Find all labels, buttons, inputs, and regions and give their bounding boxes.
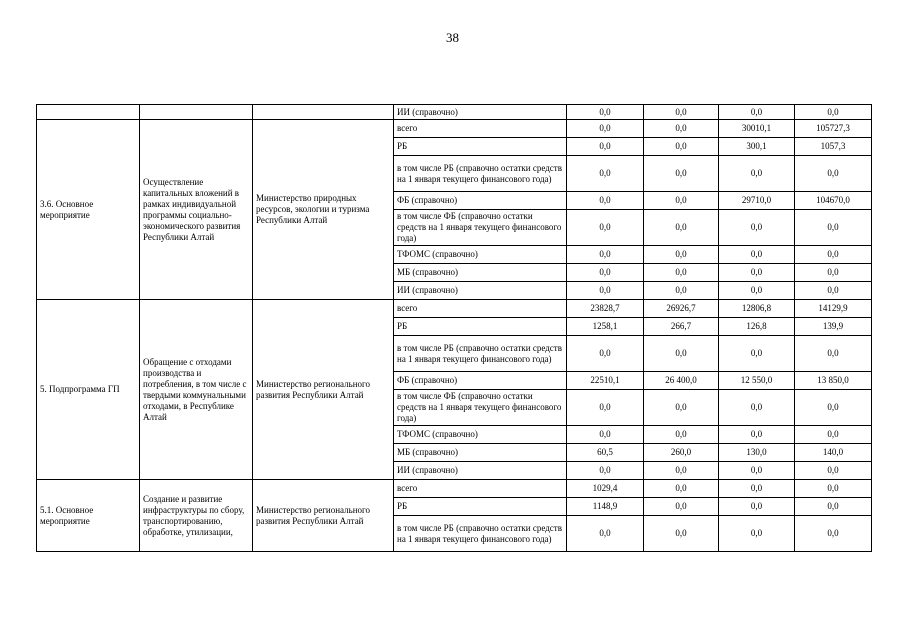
source-cell: в том числе ФБ (справочно остатки средств на 1 января текущего финансового года) xyxy=(394,390,567,426)
value-cell: 0,0 xyxy=(567,156,644,192)
value-cell: 0,0 xyxy=(567,336,644,372)
value-cell: 0,0 xyxy=(644,210,719,246)
source-cell: МБ (справочно) xyxy=(394,264,567,282)
value-cell: 266,7 xyxy=(644,318,719,336)
value-cell: 60,5 xyxy=(567,444,644,462)
value-cell: 0,0 xyxy=(795,282,872,300)
value-cell: 0,0 xyxy=(795,156,872,192)
value-cell: 0,0 xyxy=(795,105,872,120)
source-cell: ТФОМС (справочно) xyxy=(394,426,567,444)
value-cell: 0,0 xyxy=(567,462,644,480)
funding-table xyxy=(36,104,872,552)
value-cell: 0,0 xyxy=(644,426,719,444)
name-cell xyxy=(140,105,253,120)
value-cell: 105727,3 xyxy=(795,120,872,138)
value-cell: 13 850,0 xyxy=(795,372,872,390)
value-cell: 0,0 xyxy=(644,498,719,516)
value-cell: 0,0 xyxy=(795,246,872,264)
value-cell: 0,0 xyxy=(644,192,719,210)
value-cell: 22510,1 xyxy=(567,372,644,390)
value-cell: 0,0 xyxy=(795,426,872,444)
value-cell: 0,0 xyxy=(644,264,719,282)
value-cell: 0,0 xyxy=(644,156,719,192)
value-cell: 0,0 xyxy=(567,246,644,264)
source-cell: РБ xyxy=(394,318,567,336)
table-row xyxy=(37,120,872,138)
value-cell: 0,0 xyxy=(795,264,872,282)
value-cell: 0,0 xyxy=(719,390,795,426)
name-cell: Осуществление капитальных вложений в рамках индивидуальной программы социально-экономического развития Республики Алтай xyxy=(140,120,253,300)
value-cell: 0,0 xyxy=(567,282,644,300)
value-cell: 1258,1 xyxy=(567,318,644,336)
value-cell: 0,0 xyxy=(644,516,719,552)
value-cell: 12806,8 xyxy=(719,300,795,318)
value-cell: 0,0 xyxy=(719,210,795,246)
value-cell: 0,0 xyxy=(644,390,719,426)
value-cell: 0,0 xyxy=(795,336,872,372)
value-cell: 0,0 xyxy=(795,498,872,516)
source-cell: всего xyxy=(394,300,567,318)
value-cell: 0,0 xyxy=(644,282,719,300)
value-cell: 1057,3 xyxy=(795,138,872,156)
value-cell: 0,0 xyxy=(567,105,644,120)
value-cell: 0,0 xyxy=(719,498,795,516)
value-cell: 0,0 xyxy=(644,336,719,372)
value-cell: 1029,4 xyxy=(567,480,644,498)
code-cell: 3.6. Основное мероприятие xyxy=(37,120,140,300)
value-cell: 0,0 xyxy=(567,120,644,138)
value-cell: 30010,1 xyxy=(719,120,795,138)
source-cell: РБ xyxy=(394,498,567,516)
source-cell: ФБ (справочно) xyxy=(394,192,567,210)
value-cell: 0,0 xyxy=(795,390,872,426)
source-cell: ИИ (справочно) xyxy=(394,462,567,480)
value-cell: 0,0 xyxy=(719,480,795,498)
value-cell: 0,0 xyxy=(795,210,872,246)
source-cell: ИИ (справочно) xyxy=(394,282,567,300)
value-cell: 0,0 xyxy=(719,264,795,282)
org-cell: Министерство регионального развития Республики Алтай xyxy=(253,300,394,480)
value-cell: 26 400,0 xyxy=(644,372,719,390)
value-cell: 0,0 xyxy=(795,480,872,498)
value-cell: 0,0 xyxy=(719,246,795,264)
source-cell: в том числе ФБ (справочно остатки средств на 1 января текущего финансового года) xyxy=(394,210,567,246)
value-cell: 0,0 xyxy=(644,480,719,498)
source-cell: РБ xyxy=(394,138,567,156)
org-cell xyxy=(253,105,394,120)
value-cell: 130,0 xyxy=(719,444,795,462)
value-cell: 0,0 xyxy=(644,246,719,264)
table-row xyxy=(37,480,872,498)
org-cell: Министерство природных ресурсов, экологии и туризма Республики Алтай xyxy=(253,120,394,300)
source-cell: ИИ (справочно) xyxy=(394,105,567,120)
source-cell: всего xyxy=(394,120,567,138)
value-cell: 0,0 xyxy=(567,138,644,156)
value-cell: 0,0 xyxy=(719,336,795,372)
org-cell: Министерство регионального развития Республики Алтай xyxy=(253,480,394,552)
value-cell: 0,0 xyxy=(644,138,719,156)
source-cell: в том числе РБ (справочно остатки средств на 1 января текущего финансового года) xyxy=(394,156,567,192)
source-cell: всего xyxy=(394,480,567,498)
value-cell: 0,0 xyxy=(567,192,644,210)
table-row xyxy=(37,300,872,318)
source-cell: ФБ (справочно) xyxy=(394,372,567,390)
value-cell: 23828,7 xyxy=(567,300,644,318)
value-cell: 1148,9 xyxy=(567,498,644,516)
value-cell: 0,0 xyxy=(567,264,644,282)
value-cell: 104670,0 xyxy=(795,192,872,210)
name-cell: Обращение с отходами производства и потребления, в том числе с твердыми коммунальными отходами, в Республике Алтай xyxy=(140,300,253,480)
value-cell: 0,0 xyxy=(719,156,795,192)
value-cell: 126,8 xyxy=(719,318,795,336)
value-cell: 12 550,0 xyxy=(719,372,795,390)
code-cell: 5.1. Основное мероприятие xyxy=(37,480,140,552)
source-cell: МБ (справочно) xyxy=(394,444,567,462)
value-cell: 0,0 xyxy=(567,210,644,246)
value-cell: 0,0 xyxy=(719,462,795,480)
page-number: 38 xyxy=(446,30,459,45)
code-cell: 5. Подпрограмма ГП xyxy=(37,300,140,480)
value-cell: 0,0 xyxy=(719,426,795,444)
value-cell: 26926,7 xyxy=(644,300,719,318)
value-cell: 0,0 xyxy=(719,105,795,120)
value-cell: 0,0 xyxy=(567,516,644,552)
value-cell: 0,0 xyxy=(719,516,795,552)
value-cell: 0,0 xyxy=(644,105,719,120)
value-cell: 0,0 xyxy=(644,120,719,138)
source-cell: в том числе РБ (справочно остатки средств на 1 января текущего финансового года) xyxy=(394,516,567,552)
value-cell: 139,9 xyxy=(795,318,872,336)
value-cell: 0,0 xyxy=(795,516,872,552)
value-cell: 0,0 xyxy=(567,426,644,444)
value-cell: 0,0 xyxy=(644,462,719,480)
value-cell: 0,0 xyxy=(719,282,795,300)
source-cell: ТФОМС (справочно) xyxy=(394,246,567,264)
code-cell xyxy=(37,105,140,120)
table-body xyxy=(37,105,872,552)
name-cell: Создание и развитие инфраструктуры по сбору, транспортированию, обработке, утилизации, xyxy=(140,480,253,552)
value-cell: 300,1 xyxy=(719,138,795,156)
value-cell: 0,0 xyxy=(567,390,644,426)
value-cell: 29710,0 xyxy=(719,192,795,210)
value-cell: 260,0 xyxy=(644,444,719,462)
value-cell: 140,0 xyxy=(795,444,872,462)
value-cell: 14129,9 xyxy=(795,300,872,318)
source-cell: в том числе РБ (справочно остатки средств на 1 января текущего финансового года) xyxy=(394,336,567,372)
value-cell: 0,0 xyxy=(795,462,872,480)
table-row xyxy=(37,105,872,120)
